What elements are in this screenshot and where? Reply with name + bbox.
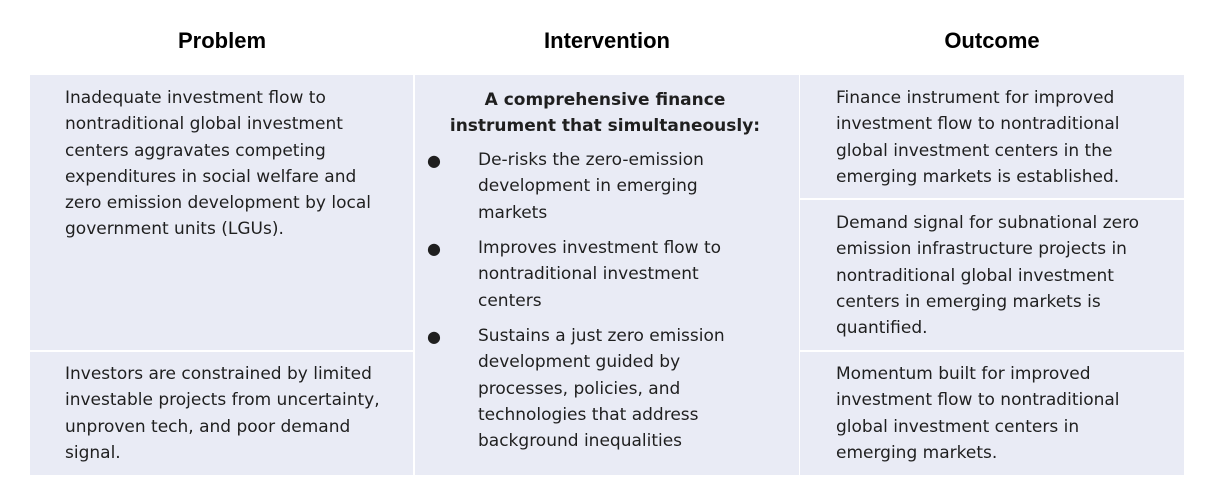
intervention-title: A comprehensive finance instrument that simultaneously: (449, 90, 761, 137)
bullet-icon: ● (427, 239, 441, 258)
outcome-text-3: Momentum built for improved investment flow to nontraditional global investment centers in emerging markets. (836, 364, 1120, 463)
outcome-cell-1 (800, 75, 1184, 198)
outcome-cell-2 (800, 200, 1184, 350)
intervention-cell (415, 75, 799, 475)
intervention-bullet-3: Sustains a just zero emission development guided by processes, policies, and technologies that address background inequalities (478, 326, 725, 452)
problem-text-2: Investors are constrained by limited investable projects from uncertainty, unproven tech, and poor demand signal. (65, 364, 380, 463)
outcome-text-1: Finance instrument for improved investment flow to nontraditional global investment centers in the emerging markets is established. (836, 88, 1120, 187)
intervention-bullet-1: De-risks the zero-emission development in emerging markets (478, 150, 704, 223)
header-outcome: Outcome (944, 28, 1040, 53)
intervention-bullet-2: Improves investment flow to nontraditional investment centers (478, 238, 722, 311)
header-problem: Problem (177, 28, 267, 53)
header-intervention: Intervention (544, 28, 670, 53)
problem-cell-1 (30, 75, 413, 350)
bullet-icon: ● (427, 151, 441, 170)
bullet-icon: ● (427, 327, 441, 346)
problem-cell-2 (30, 352, 413, 475)
outcome-text-2: Demand signal for subnational zero emission infrastructure projects in nontraditional global investment centers in emerging markets is quantified. (836, 213, 1140, 339)
outcome-cell-3 (800, 352, 1184, 475)
problem-text-1: Inadequate investment flow to nontraditional global investment centers aggravates competing expenditures in social welfare and zero emission development by local government units (LGUs). (65, 88, 371, 240)
